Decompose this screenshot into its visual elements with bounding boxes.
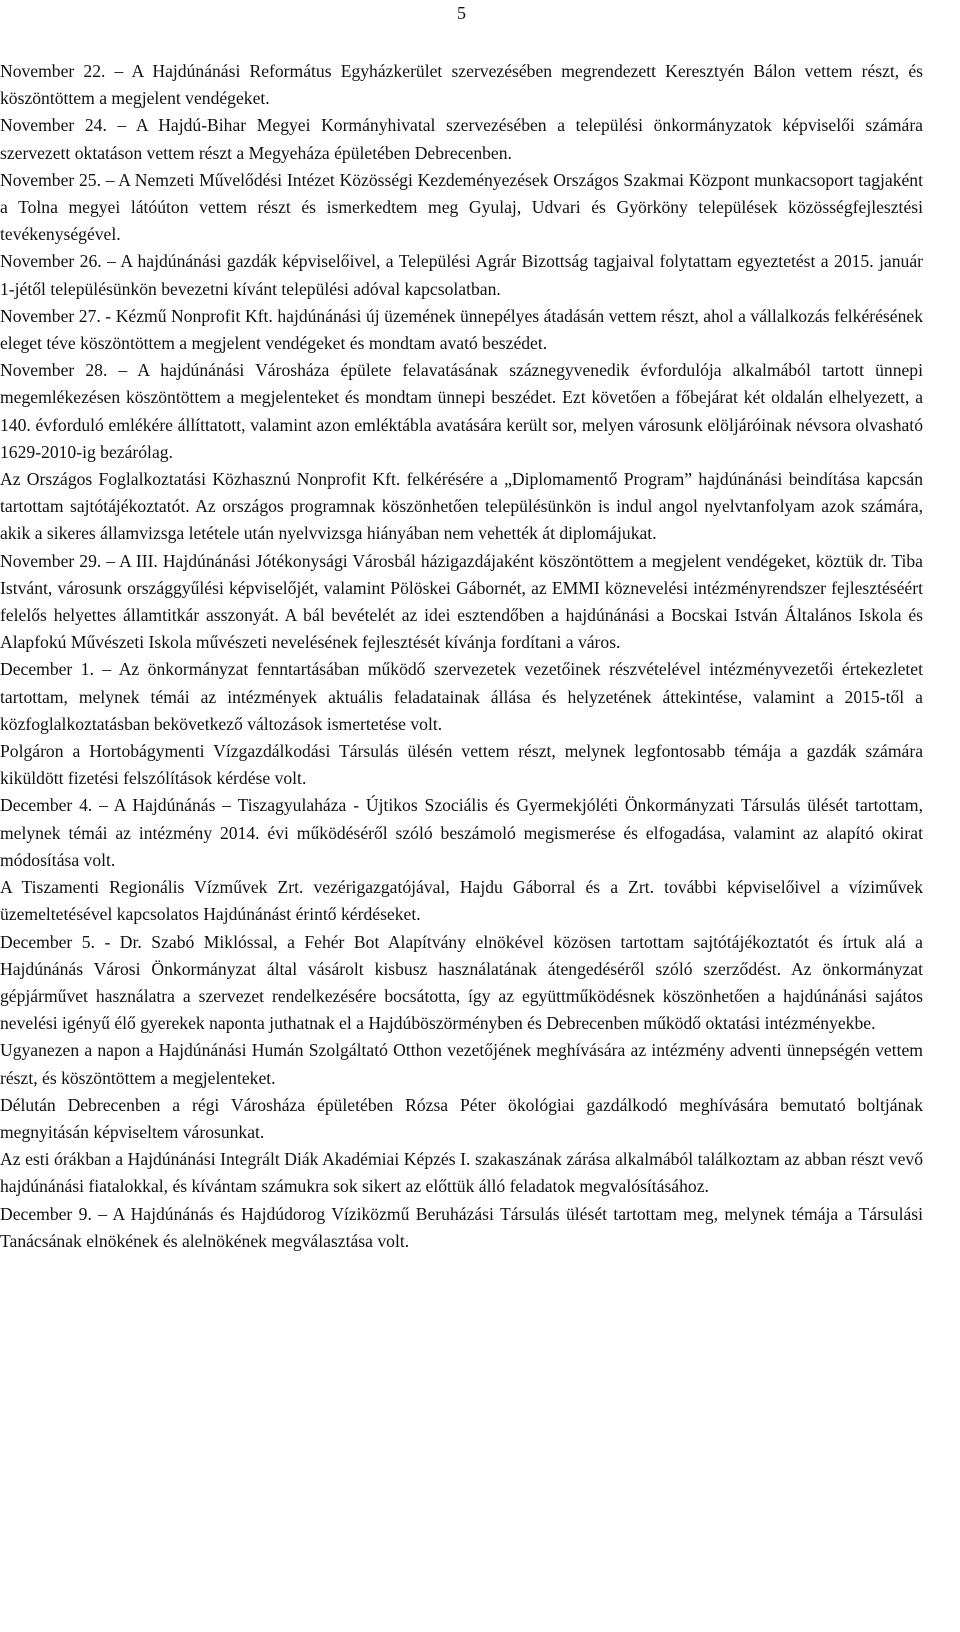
paragraph: November 24. – A Hajdú-Bihar Megyei Kormányhivatal szervezésében a települési önkormányzatok képviselői számára szervezett oktatáson vettem részt a Megyeháza épületében Debrecenben. <box>0 115 923 163</box>
paragraph: December 5. - Dr. Szabó Miklóssal, a Fehér Bot Alapítvány elnökével közösen tartottam sajtótájékoztatót és írtuk alá a Hajdúnánás Városi Önkormányzat által vásárolt kisbusz használatának átengedéséről szóló szerződést. Az önkormányzat gépjárművet használatra a szervezet rendelkezésére bocsátotta, így az együttműködésnek köszönhetően a hajdúnánási sajátos nevelési igényű élő gyerekek naponta juthatnak el a Hajdúböszörményben és Debrecenben működő oktatási intézményekbe. <box>0 931 923 1034</box>
paragraph: December 4. – A Hajdúnánás – Tiszagyulaháza - Újtikos Szociális és Gyermekjóléti Önkormányzati Társulás ülését tartottam, melynek témái az intézmény 2014. évi működéséről szóló beszámoló megismerése és elfogadása, valamint az alapító okirat módosítása volt. <box>0 795 923 870</box>
page-number: 5 <box>457 3 466 23</box>
paragraph: Délután Debrecenben a régi Városháza épületében Rózsa Péter ökológiai gazdálkodó meghívására bemutató boltjának megnyitásán képviseltem városunkat. <box>0 1094 923 1142</box>
paragraph: Polgáron a Hortobágymenti Vízgazdálkodási Társulás ülésén vettem részt, melynek legfontosabb témája a gazdák számára kiküldött fizetési felszólítások kérdése volt. <box>0 741 923 789</box>
paragraph: November 27. - Kézmű Nonprofit Kft. hajdúnánási új üzemének ünnepélyes átadásán vettem részt, ahol a vállalkozás felkérésének eleget téve köszöntöttem a megjelent vendégeket és mondtam avató beszédet. <box>0 305 923 354</box>
paragraph: December 9. – A Hajdúnánás és Hajdúdorog Víziközmű Beruházási Társulás ülését tartottam meg, melynek témája a Társulási Tanácsának elnökének és alelnökének megválasztása volt. <box>0 1203 923 1251</box>
paragraph: November 22. – A Hajdúnánási Református Egyházkerület szervezésében megrendezett Keresztyén Bálon vettem részt, és köszöntöttem a megjelent vendégeket. <box>0 61 923 109</box>
paragraph: Ugyanezen a napon a Hajdúnánási Humán Szolgáltató Otthon vezetőjének meghívására az intézmény adventi ünnepségén vettem részt, és köszöntöttem a megjelenteket. <box>0 1040 923 1088</box>
paragraph: November 28. – A hajdúnánási Városháza épülete felavatásának száznegyvenedik évfordulója alkalmából tartott ünnepi megemlékezésen köszöntöttem a megjelenteket és mondtam ünnepi beszédet. Ezt követően a főbejárat két oldalán elhelyezett, a 140. évforduló emlékére állíttatott, valamint azon emléktábla avatására került sor, melyen városunk elöljáróinak névsora olvasható 1629-2010-ig bezárólag. <box>0 360 923 462</box>
document-body <box>0 58 923 1255</box>
paragraph: December 1. – Az önkormányzat fenntartásában működő szervezetek vezetőinek részvételével intézményvezetői értekezletet tartottam, melynek témái az intézmények aktuális feladatainak állása és helyzetének áttekintése, valamint a 2015-től a közfoglalkoztatásban bekövetkező változások ismertetése volt. <box>0 659 923 734</box>
paragraph: Az Országos Foglalkoztatási Közhasznú Nonprofit Kft. felkérésére a „Diplomamentő Program” hajdúnánási beindítása kapcsán tartottam sajtótájékoztatót. Az országos programnak köszönhetően településünkön is indul angol nyelvtanfolyam azok számára, akik a sikeres államvizsga letétele után nyelvvizsga hiányában nem vehették át diplomájukat. <box>0 469 923 544</box>
paragraph: November 26. – A hajdúnánási gazdák képviselőivel, a Települési Agrár Bizottság tagjaival folytattam egyeztetést a 2015. január 1-jétől településünkön bevezetni kívánt települési adóval kapcsolatban. <box>0 251 923 299</box>
paragraph: A Tiszamenti Regionális Vízművek Zrt. vezérigazgatójával, Hajdu Gáborral és a Zrt. további képviselőivel a víziművek üzemeltetésével kapcsolatos Hajdúnánást érintő kérdéseket. <box>0 877 923 925</box>
paragraph: November 29. – A III. Hajdúnánási Jótékonysági Városbál házigazdájaként köszöntöttem a megjelent vendégeket, köztük dr. Tiba Istvánt, városunk országgyűlési képviselőjét, valamint Pölöskei Gábornét, az EMMI köznevelési intézményrendszer fejlesztéséért felelős helyettes államtitkár asszonyát. A bál bevételét az idei esztendőben a hajdúnánási a Bocskai István Általános Iskola és Alapfokú Művészeti Iskola művészeti nevelésének fejlesztését kívánja fordítani a város. <box>0 550 923 653</box>
paragraph: Az esti órákban a Hajdúnánási Integrált Diák Akadémiai Képzés I. szakaszának zárása alkalmából találkoztam az abban részt vevő hajdúnánási fiatalokkal, és kívántam számukra sok sikert az előttük álló feladatok megvalósításához. <box>0 1149 923 1197</box>
paragraph: November 25. – A Nemzeti Művelődési Intézet Közösségi Kezdeményezések Országos Szakmai Központ munkacsoport tagjaként a Tolna megyei látóúton vettem részt és ismerkedtem meg Gyulaj, Udvari és Györköny települések közösségfejlesztési tevékenységével. <box>0 169 923 245</box>
